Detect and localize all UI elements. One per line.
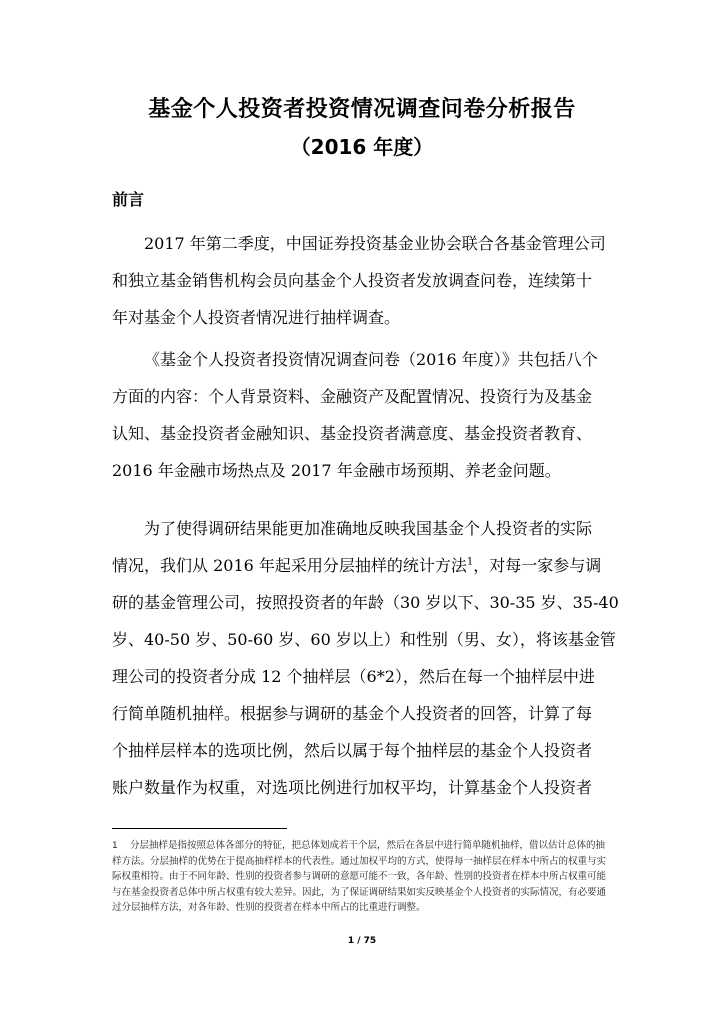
paragraph-2	[112, 341, 614, 489]
paragraph-line: 年对基金个人投资者情况进行抽样调查。	[112, 308, 401, 327]
paragraph-3	[112, 510, 619, 806]
page-subtitle: （2016 年度）	[290, 135, 434, 159]
paragraph-line: 个抽样层样本的选项比例，然后以属于每个抽样层的基金个人投资者	[112, 741, 593, 760]
page-title: 基金个人投资者投资情况调查问卷分析报告	[148, 97, 576, 122]
footnote-text: 分层抽样是指按照总体各部分的特征，把总体划成若干个层，然后在各层中进行简单随机抽样，借以估计总体的抽样方法。分层抽样的优势在于提高抽样样本的代表性。通过加权平均的方式，使得每一抽样层在样本中所占的权重与实际权重相符。由于不同年龄、性别的投资者参与调研的意愿可能不一致，各年龄、性别的投资者在样本中所占权重可能与在基金投资者总体中所占权重有较大差异。因此，为了保证调研结果如实反映基金个人投资者的实际情况，有必要通过分层抽样方法，对各年龄、性别的投资者在样本中所占的比重进行调整。	[112, 840, 607, 913]
paragraph-line: 为了使得调研结果能更加准确地反映我国基金个人投资者的实际	[144, 519, 593, 538]
paragraph-line: 账户数量作为权重，对选项比例进行加权平均，计算基金个人投资者	[112, 778, 593, 797]
page-number: 1 / 75	[347, 936, 377, 946]
footnote-marker: 1	[112, 841, 118, 851]
paragraph-line: 和独立基金销售机构会员向基金个人投资者发放调查问卷，连续第十	[112, 271, 593, 290]
paragraph-line: 2017 年第二季度，中国证券投资基金业协会联合各基金管理公司	[144, 234, 606, 253]
paragraph-line: 行简单随机抽样。根据参与调研的基金个人投资者的回答，计算了每	[112, 704, 593, 723]
paragraph-line: 研的基金管理公司，按照投资者的年龄（30 岁以下、30-35 岁、35-40	[112, 593, 619, 612]
paragraph-1	[112, 225, 614, 336]
paragraph-line: 方面的内容：个人背景资料、金融资产及配置情况、投资行为及基金	[112, 387, 593, 406]
paragraph-line: 情况，我们从 2016 年起采用分层抽样的统计方法$^1$，对每一家参与调	[112, 556, 602, 575]
footnote	[112, 838, 614, 915]
paragraph-line: 《基金个人投资者投资情况调查问卷（2016 年度）》共包括八个	[144, 350, 598, 369]
paragraph-line: 岁、40-50 岁、50-60 岁、60 岁以上）和性别（男、女），将该基金管	[112, 630, 616, 649]
paragraph-line: 认知、基金投资者金融知识、基金投资者满意度、基金投资者教育、	[112, 424, 593, 443]
section-heading: 前言	[112, 190, 145, 209]
paragraph-line: 2016 年金融市场热点及 2017 年金融市场预期、养老金问题。	[112, 461, 561, 480]
footnote-divider	[112, 828, 287, 829]
footnote-reference[interactable]: 1	[466, 556, 474, 568]
paragraph-line: 理公司的投资者分成 12 个抽样层（6*2），然后在每一个抽样层中进	[112, 667, 595, 686]
